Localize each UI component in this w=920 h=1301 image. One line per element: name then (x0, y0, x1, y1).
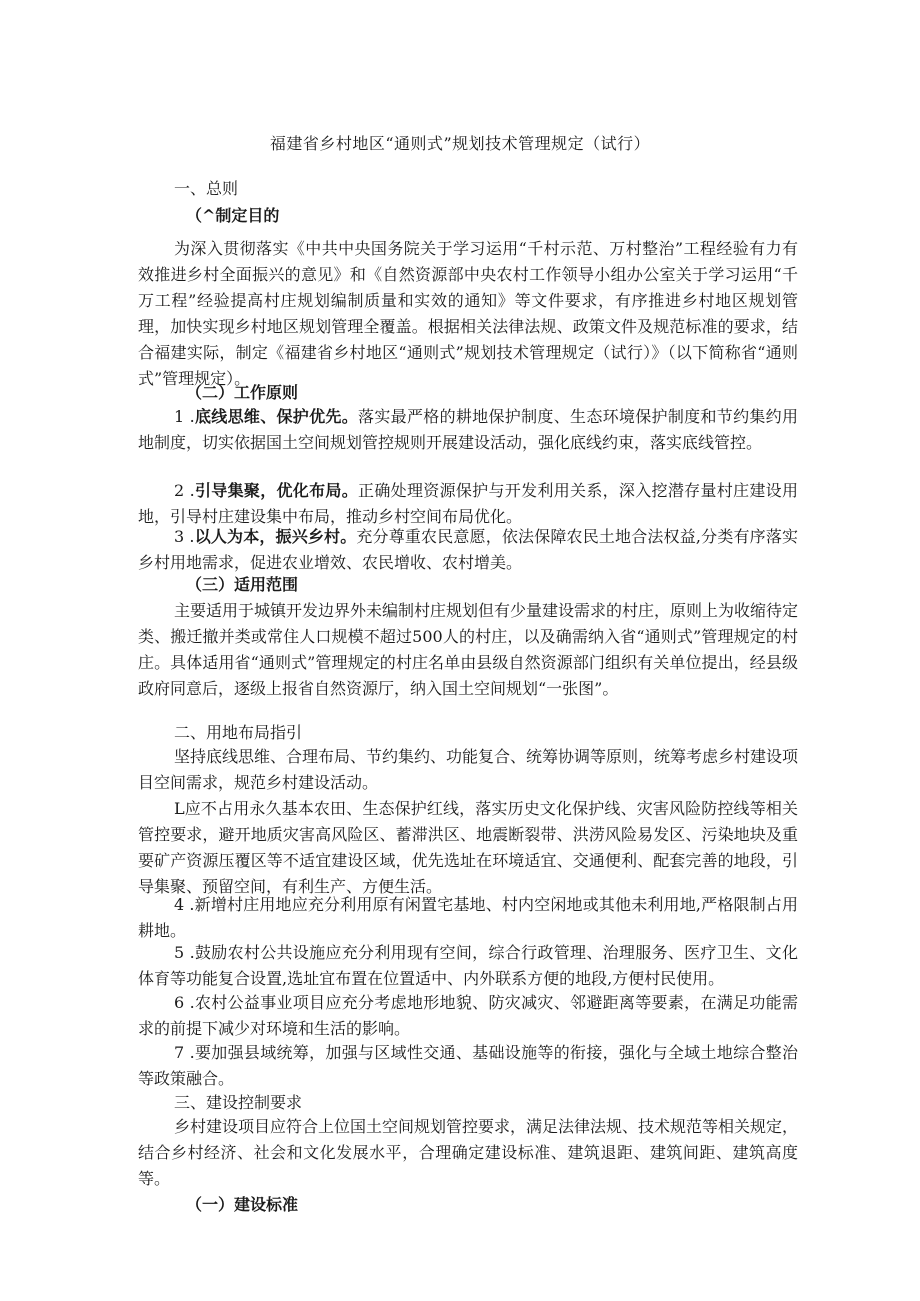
subheading-purpose: （^制定目的 (186, 206, 280, 225)
paragraph-layout-4: 4 .新增村庄用地应充分利用原有闲置宅基地、村内空闲地或其他未利用地,严格限制占用耕地。 (138, 895, 798, 940)
principle-1-heading: 底线思维、保护优先。 (194, 407, 359, 426)
paragraph-layout-5: 5 .鼓励农村公共设施应充分利用现有空间，综合行政管理、治理服务、医疗卫生、文化体育等功能复合设置,选址宜布置在位置适中、内外联系方便的地段,方便村民使用。 (138, 943, 798, 988)
subheading-principles: （二）工作原则 (186, 383, 299, 402)
paragraph-principle-3 (138, 524, 798, 576)
principle-1-text: 落实最严格的耕地保护制度、生态环境保护制度和节约集约用地制度，切实依据国土空间规划管控规则开展建设活动，强化底线约束，落实底线管控。 (138, 407, 798, 452)
paragraph-construction-intro: 乡村建设项目应符合上位国土空间规划管控要求，满足法律法规、技术规范等相关规定，结合乡村经济、社会和文化发展水平，合理确定建设标准、建筑退距、建筑间距、建筑高度等。 (138, 1117, 799, 1188)
principle-2-heading: 引导集聚，优化布局。 (194, 481, 359, 500)
principle-3-heading: 以人为本，振兴乡村。 (194, 527, 357, 546)
principle-2-number: 2 . (174, 481, 195, 500)
subheading-construction-standard: （一）建设标准 (186, 1195, 299, 1214)
paragraph-layout-intro: 坚持底线思维、合理布局、节约集约、功能复合、统筹协调等原则，统筹考虑乡村建设项目空间需求，规范乡村建设活动。 (138, 747, 799, 792)
principle-3-text: 充分尊重农民意愿，依法保障农民土地合法权益,分类有序落实乡村用地需求，促进农业增效、农民增收、农村增美。 (138, 527, 798, 572)
principle-1-number: 1 . (174, 407, 195, 426)
principle-2-text: 正确处理资源保护与开发利用关系，深入挖潜存量村庄建设用地，引导村庄建设集中布局，推动乡村空间布局优化。 (138, 481, 798, 526)
paragraph-principle-1 (138, 404, 798, 456)
section-heading-construction-control: 三、建设控制要求 (174, 1093, 303, 1112)
principle-3-number: 3 . (174, 527, 195, 546)
subheading-scope: （三）适用范围 (186, 575, 299, 594)
document-title: 福建省乡村地区“通则式”规划技术管理规定（试行） (269, 134, 651, 153)
section-heading-land-layout: 二、用地布局指引 (174, 723, 303, 742)
paragraph-principle-2 (138, 478, 798, 530)
paragraph-layout-7: 7 .要加强县域统筹，加强与区域性交通、基础设施等的衔接，强化与全域土地综合整治等政策融合。 (138, 1043, 798, 1088)
paragraph-scope: 主要适用于城镇开发边界外未编制村庄规划但有少量建设需求的村庄，原则上为收缩待定类、搬迁撤并类或常住人口规模不超过500人的村庄，以及确需纳入省“通则式”管理规定的村庄。具体适用省“通则式”管理规定的村庄名单由县级自然资源部门组织有关单位提出，经县级政府同意后，逐级上报省自然资源厅，纳入国土空间规划“一张图”。 (138, 601, 799, 698)
section-heading-general: 一、总则 (174, 179, 239, 198)
paragraph-layout-6: 6 .农村公益事业项目应充分考虑地形地貌、防灾减灾、邻避距离等要素，在满足功能需求的前提下减少对环境和生活的影响。 (138, 993, 798, 1038)
paragraph-purpose: 为深入贯彻落实《中共中央国务院关于学习运用“千村示范、万村整治”工程经验有力有效推进乡村全面振兴的意见》和《自然资源部中央农村工作领导小组办公室关于学习运用“千万工程”经验提高村庄规划编制质量和实效的通知》等文件要求，有序推进乡村地区规划管理，加快实现乡村地区规划管理全覆盖。根据相关法律法规、政策文件及规范标准的要求，结合福建实际，制定《福建省乡村地区“通则式”规划技术管理规定（试行）》（以下简称省“通则式”管理规定）。 (138, 239, 798, 388)
paragraph-layout-1: L应不占用永久基本农田、生态保护红线，落实历史文化保护线、灾害风险防控线等相关管控要求，避开地质灾害高风险区、蓄滞洪区、地震断裂带、洪涝风险易发区、污染地块及重要矿产资源压覆区等不适宜建设区域，优先选址在环境适宜、交通便利、配套完善的地段，引导集聚、预留空间，有利生产、方便生活。 (138, 799, 798, 896)
